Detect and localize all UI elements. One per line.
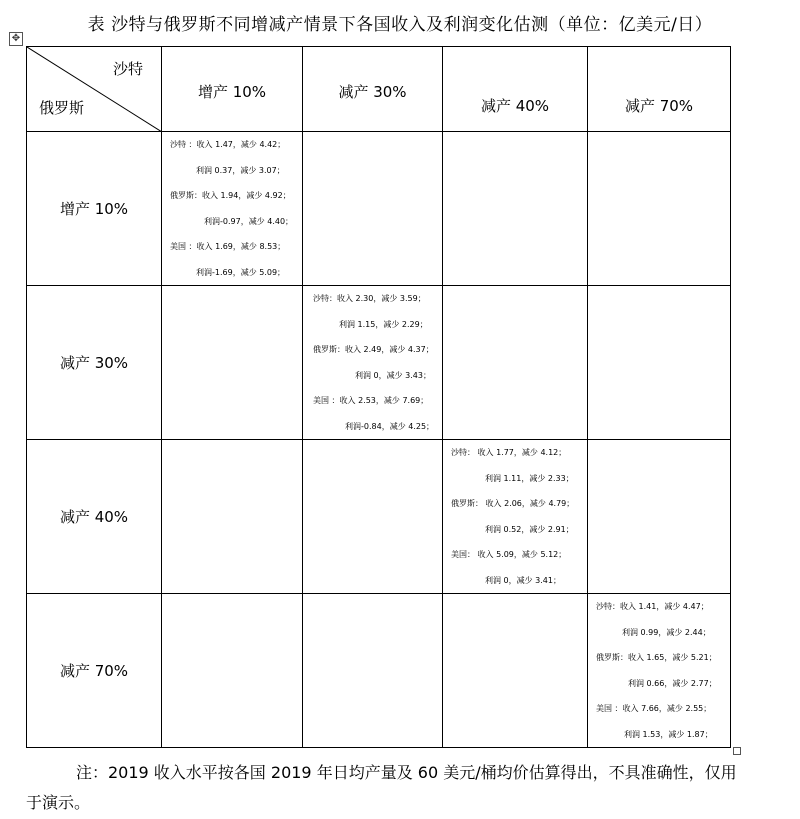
resize-handle-icon[interactable] <box>733 747 741 755</box>
detail-line: 美国 ：收入 7.66，减少 2.55； <box>596 704 712 713</box>
table-cell <box>588 440 731 594</box>
table-title: 表 沙特与俄罗斯不同增减产情景下各国收入及利润变化估测（单位：亿美元/日） <box>87 15 713 35</box>
header-row <box>27 47 731 132</box>
table-cell <box>443 132 588 286</box>
scenario-detail <box>303 286 442 439</box>
table-row <box>27 440 731 594</box>
col-header: 减产 30% <box>303 47 443 132</box>
detail-line: 俄罗斯： 收入 2.06，减少 4.79； <box>451 499 575 508</box>
detail-line: 沙特：收入 1.41，减少 4.47； <box>596 602 709 611</box>
table-row <box>27 132 731 286</box>
table-cell <box>303 440 443 594</box>
table-cell <box>162 594 303 748</box>
detail-line: 美国 ：收入 1.69，减少 8.53； <box>170 242 286 251</box>
corner-col-label: 沙特 <box>113 60 144 78</box>
table-cell <box>162 132 303 286</box>
move-arrows-icon[interactable]: ✥ <box>9 32 23 46</box>
table-cell <box>162 440 303 594</box>
row-header: 减产 70% <box>27 594 162 748</box>
row-header: 增产 10% <box>27 132 162 286</box>
detail-line: 俄罗斯：收入 1.65，减少 5.21； <box>596 653 717 662</box>
detail-line: 美国： 收入 5.09，减少 5.12； <box>451 550 567 559</box>
detail-line: 利润 0.66，减少 2.77； <box>628 678 717 688</box>
detail-line: 沙特：收入 2.30，减少 3.59； <box>313 294 426 303</box>
row-header: 减产 40% <box>27 440 162 594</box>
table-cell <box>588 286 731 440</box>
detail-line: 利润-0.97，减少 4.40； <box>204 216 294 226</box>
scenario-detail <box>162 132 302 285</box>
detail-line: 利润 0，减少 3.43； <box>355 370 431 380</box>
detail-line: 利润 0.37，减少 3.07； <box>196 165 285 175</box>
table-row <box>27 594 731 748</box>
corner-cell <box>27 47 162 132</box>
detail-line: 沙特 ：收入 1.47，减少 4.42； <box>170 140 286 149</box>
table-cell <box>588 132 731 286</box>
detail-line: 利润 1.53，减少 1.87； <box>624 729 713 739</box>
scenario-detail <box>588 594 730 747</box>
table-cell <box>303 132 443 286</box>
detail-line: 美国 ：收入 2.53，减少 7.69； <box>313 396 429 405</box>
scenario-detail <box>443 440 587 593</box>
table-cell <box>443 440 588 594</box>
detail-line: 利润 0.52，减少 2.91； <box>485 524 574 534</box>
row-header: 减产 30% <box>27 286 162 440</box>
table-cell <box>162 286 303 440</box>
table-cell <box>443 286 588 440</box>
table-cell <box>443 594 588 748</box>
detail-line: 利润-0.84，减少 4.25； <box>345 421 435 431</box>
col-header: 减产 70% <box>588 47 731 132</box>
table-cell <box>588 594 731 748</box>
detail-line: 利润 0，减少 3.41； <box>485 575 561 585</box>
footnote: 注：2019 收入水平按各国 2019 年日均产量及 60 美元/桶均价估算得出，不具准确性，仅用于演示。 <box>26 763 737 812</box>
scenario-matrix-table <box>26 46 731 748</box>
col-header: 增产 10% <box>162 47 303 132</box>
detail-line: 沙特： 收入 1.77，减少 4.12； <box>451 448 567 457</box>
detail-line: 俄罗斯：收入 2.49，减少 4.37； <box>313 345 434 354</box>
corner-row-label: 俄罗斯 <box>39 99 85 117</box>
detail-line: 利润 0.99，减少 2.44； <box>622 627 711 637</box>
detail-line: 利润 1.11，减少 2.33； <box>485 473 574 483</box>
detail-line: 俄罗斯：收入 1.94，减少 4.92； <box>170 191 291 200</box>
table-row <box>27 286 731 440</box>
detail-line: 利润-1.69，减少 5.09； <box>196 267 286 277</box>
table-cell <box>303 286 443 440</box>
col-header: 减产 40% <box>443 47 588 132</box>
table-cell <box>303 594 443 748</box>
detail-line: 利润 1.15，减少 2.29； <box>339 319 428 329</box>
